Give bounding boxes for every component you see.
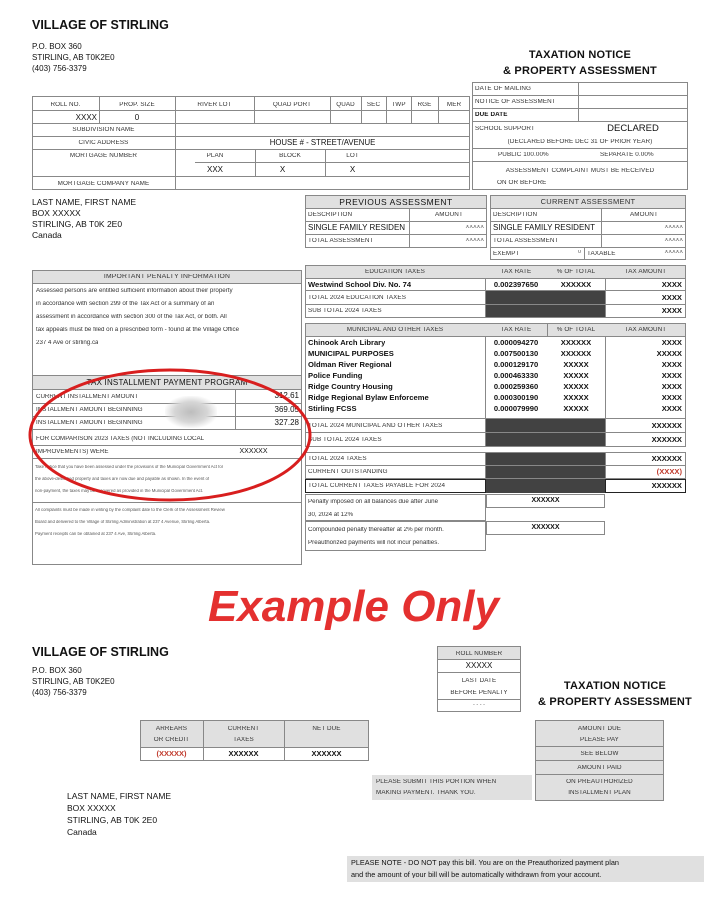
current-outstanding: (XXXX) (656, 468, 682, 476)
school-support-label: SCHOOL SUPPORT (475, 126, 535, 132)
municipal-row-name: Stirling FCSS (308, 405, 357, 413)
municipal-row-amount: XXXX (661, 394, 682, 402)
education-amount-label: TAX AMOUNT (624, 269, 667, 275)
municipal-row-amount: XXXX (661, 405, 682, 413)
penalty-info-line2: in accordance with section 299 of the Tax Act or a summary of an (36, 301, 215, 307)
municipal-row-pct: XXXXX (563, 383, 589, 391)
plan-label: PLAN (206, 153, 224, 159)
village-city: STIRLING, AB T0K2E0 (32, 53, 115, 62)
tipp-row3-label: INSTALLMENT AMOUNT BEGINNING (36, 420, 143, 426)
taxes-payable-label: TOTAL CURRENT TAXES PAYABLE FOR 2024 (308, 483, 446, 489)
tipp-fine-line2: the above-described property and taxes are now due and payable as shown. In the event of (35, 477, 210, 481)
comparison-value: XXXXXX (239, 448, 268, 455)
stub-before-penalty-label: BEFORE PENALTY (450, 690, 508, 696)
twp-label: TWP (391, 102, 406, 108)
quad-label: QUAD (336, 102, 355, 108)
stub-net-due-label: NET DUE (312, 726, 341, 732)
municipal-total: XXXXXX (651, 422, 682, 430)
table-row (305, 404, 686, 415)
declared-value: DECLARED (607, 124, 659, 134)
stub-amount-paid-label: AMOUNT PAID (577, 765, 622, 771)
previous-description: SINGLE FAMILY RESIDEN (308, 224, 406, 232)
stub-owner-name: LAST NAME, FIRST NAME (67, 791, 172, 801)
declared-before-note: (DECLARED BEFORE DEC 31 OF PRIOR YEAR) (507, 139, 653, 145)
lot-label: LOT (346, 153, 359, 159)
table-row (305, 371, 686, 382)
exempt-label: EXEMPT (493, 251, 520, 257)
stub-arrears-label: ARREARS (155, 726, 188, 732)
stub-preauth-line2: INSTALLMENT PLAN (568, 790, 631, 796)
prop-size-label: PROP. SIZE (119, 102, 155, 108)
complaints-line2: Board and delivered to the Village of Stirling Administration at 237 4 Avenue, Stirling Alberta. (35, 520, 211, 524)
education-sub-label: SUB TOTAL 2024 TAXES (308, 308, 382, 314)
civic-address-value: HOUSE # - STREET/AVENUE (269, 139, 376, 147)
municipal-row-amount: XXXX (661, 372, 682, 380)
table-row (305, 338, 686, 349)
taxable-label: TAXABLE (587, 251, 616, 257)
taxes-payable: XXXXXX (651, 482, 682, 490)
tipp-row3-value: 327.28 (274, 419, 299, 427)
education-amount: XXXX (661, 281, 682, 289)
stub-owner-box: BOX XXXXX (67, 803, 116, 813)
penalty1-line2: 30, 2024 at 12% (308, 512, 354, 518)
complaint-note: ASSESSMENT COMPLAINT MUST BE RECEIVED (505, 168, 655, 174)
municipal-row-rate: 0.000129170 (493, 361, 539, 369)
education-total: XXXX (661, 294, 682, 302)
civic-address-label: CIVIC ADDRESS (78, 140, 129, 146)
stub-see-below: SEE BELOW (580, 751, 619, 757)
municipal-row-name: MUNICIPAL PURPOSES (308, 350, 394, 358)
current-total-label: TOTAL ASSESSMENT (493, 238, 559, 244)
stub-net-due-value: XXXXXX (311, 750, 342, 758)
stub-submit-line2: MAKING PAYMENT. THANK YOU. (376, 790, 476, 796)
river-lot-label: RIVER LOT (197, 102, 232, 108)
stub-submit-line1: PLEASE SUBMIT THIS PORTION WHEN (376, 779, 497, 785)
current-assessment-title: CURRENT ASSESSMENT (540, 198, 636, 206)
notice-title: TAXATION NOTICE (528, 50, 632, 61)
penalty1-value: XXXXXX (531, 497, 560, 504)
municipal-sub-label: SUB TOTAL 2024 TAXES (308, 437, 382, 443)
lot-value: X (349, 166, 356, 174)
stub-current-value: XXXXXX (228, 750, 259, 758)
education-sub: XXXX (661, 307, 682, 315)
penalty-box-2 (305, 521, 486, 551)
tipp-fine-line1: Take notice that you have been assessed under the provisions of the Municipal Government Act for (35, 465, 224, 469)
complaints-line1: All complaints must be made in writing by the complaint date to the Clerk of the Assessment Review (35, 508, 225, 512)
public-percent: PUBLIC 100.00% (498, 152, 549, 158)
preauth-note-line2: and the amount of your bill will be automatically withdrawn from your account. (351, 871, 602, 879)
comparison-line2: IMPROVEMENTS) WERE (36, 449, 109, 455)
po-box: P.O. BOX 360 (32, 42, 82, 51)
stub-village-name: VILLAGE OF STIRLING (32, 646, 169, 659)
education-total-label: TOTAL 2024 EDUCATION TAXES (308, 295, 407, 301)
previous-amount: XXXXX (465, 225, 484, 230)
current-description: SINGLE FAMILY RESIDENT (493, 224, 595, 232)
table-row (305, 393, 686, 404)
stub-subtitle: & PROPERTY ASSESSMENT (538, 697, 692, 708)
notice-subtitle: & PROPERTY ASSESSMENT (503, 66, 657, 77)
date-of-mailing-label: DATE OF MAILING (475, 86, 531, 92)
municipal-row-rate: 0.007500130 (493, 350, 539, 358)
penalty-info-line3: assessment in accordance with section 300 of the Tax Act, or both. All (36, 314, 227, 320)
preauth-note-line1: PLEASE NOTE - DO NOT pay this bill. You are on the Preauthorized payment plan (351, 859, 619, 867)
total-taxes: XXXXXX (651, 455, 682, 463)
village-name: VILLAGE OF STIRLING (32, 19, 169, 32)
block-value: X (279, 166, 286, 174)
municipal-row-name: Ridge Country Housing (308, 383, 393, 391)
municipal-row-rate: 0.000463330 (493, 372, 539, 380)
stub-owner-city: STIRLING, AB T0K 2E0 (67, 815, 158, 825)
tipp-row2-label: INSTALLMENT AMOUNT BEGINNING (36, 407, 143, 413)
rge-label: RGE (417, 102, 432, 108)
municipal-sub: XXXXXX (651, 436, 682, 444)
tipp-title: TAX INSTALLMENT PAYMENT PROGRAM (86, 379, 248, 387)
previous-amount-label: AMOUNT (435, 212, 463, 218)
education-header: EDUCATION TAXES (365, 269, 425, 275)
stub-title: TAXATION NOTICE (563, 681, 667, 692)
stub-arrears-value: (XXXXX) (156, 750, 187, 758)
municipal-row-pct: XXXXX (563, 372, 589, 380)
totals-redacted (486, 453, 605, 493)
municipal-row-name: Chinook Arch Library (308, 339, 386, 347)
municipal-row-rate: 0.000300190 (493, 394, 539, 402)
plan-value: XXX (206, 166, 223, 174)
owner-box: BOX XXXXX (32, 208, 81, 218)
stub-roll-label: ROLL NUMBER (455, 651, 503, 657)
stub-roll-value: XXXXX (465, 662, 493, 670)
education-name: Westwind School Div. No. 74 (308, 281, 412, 289)
municipal-row-pct: XXXXXX (560, 339, 592, 347)
complaints-line3: Payment receipts can be obtained at 237 4 Ave, Stirling Alberta. (35, 532, 157, 536)
tipp-row2-value: 369.05 (274, 406, 299, 414)
municipal-row-amount: XXXXX (656, 350, 682, 358)
stub-please-pay-label: PLEASE PAY (580, 737, 619, 743)
stub-taxes-label: TAXES (233, 737, 254, 743)
stub-po-box: P.O. BOX 360 (32, 666, 82, 675)
sec-label: SEC (366, 102, 381, 108)
roll-no-value: XXXX (75, 114, 97, 122)
municipal-row-pct: XXXXX (563, 361, 589, 369)
penalty1-line1: Penalty imposed on all balances due after June (308, 499, 439, 505)
education-pct-label: % OF TOTAL (556, 269, 596, 275)
municipal-row-pct: XXXXX (563, 394, 589, 402)
taxable-value: XXXXX (664, 250, 683, 255)
penalty-info-line5: 237 4 Ave or stirling.ca (36, 340, 99, 346)
penalty2-line1: Compounded penalty thereafter at 2% per month. (308, 527, 444, 533)
block-label: BLOCK (279, 153, 301, 159)
mortgage-company-label: MORTGAGE COMPANY NAME (57, 181, 150, 187)
owner-name: LAST NAME, FIRST NAME (32, 197, 137, 207)
table-row (305, 349, 686, 360)
notice-of-assessment-label: NOTICE OF ASSESSMENT (475, 99, 556, 105)
education-pct: XXXXXX (560, 281, 592, 289)
education-rate-label: TAX RATE (500, 269, 532, 275)
municipal-total-label: TOTAL 2024 MUNICIPAL AND OTHER TAXES (308, 423, 443, 429)
stub-last-date-value: - - - - (473, 703, 485, 708)
municipal-row-name: Police Funding (308, 372, 363, 380)
stub-owner-address (67, 790, 171, 838)
village-address (32, 41, 115, 74)
stub-preauth-line1: ON PREAUTHORIZED (566, 779, 633, 785)
owner-city: STIRLING, AB T0K 2E0 (32, 219, 123, 229)
municipal-row-name: Oldman River Regional (308, 361, 392, 369)
highlight-circle (20, 360, 320, 510)
separate-percent: SEPARATE 0.00% (600, 152, 654, 158)
municipal-row-amount: XXXX (661, 361, 682, 369)
municipal-row-pct: XXXXX (563, 405, 589, 413)
municipal-row-pct: XXXXXX (560, 350, 592, 358)
previous-description-label: DESCRIPTION (308, 212, 353, 218)
penalty2-value: XXXXXX (531, 524, 560, 531)
mortgage-number-label: MORTGAGE NUMBER (69, 153, 138, 159)
penalty-info-title: IMPORTANT PENALTY INFORMATION (103, 274, 231, 280)
owner-address (32, 197, 136, 241)
municipal-row-rate: 0.000259360 (493, 383, 539, 391)
quad-part-label: QUAD PORT (272, 102, 312, 108)
prop-size-value: 0 (134, 114, 140, 122)
education-rate: 0.002397650 (493, 281, 539, 289)
example-watermark: Example Only (207, 583, 499, 631)
stub-amount-due-label: AMOUNT DUE (577, 726, 622, 732)
table-row (305, 382, 686, 393)
tipp-row1-label: CURRENT INSTALLMENT AMOUNT (36, 394, 139, 400)
municipal-rate-label: TAX RATE (500, 327, 532, 333)
municipal-row-amount: XXXX (661, 383, 682, 391)
penalty-info-line1: Assessed persons are entitled sufficient information about their property (36, 288, 233, 294)
tipp-fine-line3: non-payment, the taxes may be recovered as provided in the Municipal Government Act. (35, 489, 204, 493)
current-outstanding-label: CURRENT OUTSTANDING (308, 469, 388, 475)
previous-total: XXXXX (465, 238, 484, 243)
total-taxes-label: TOTAL 2024 TAXES (308, 456, 367, 462)
complaint-on-or-before: ON OR BEFORE (497, 180, 547, 186)
tipp-row1-value: 312.61 (274, 392, 299, 400)
municipal-header: MUNICIPAL AND OTHER TAXES (346, 327, 444, 333)
stub-city: STIRLING, AB T0K2E0 (32, 677, 115, 686)
municipal-amount-label: TAX AMOUNT (624, 327, 667, 333)
current-amount: XXXXX (664, 225, 683, 230)
stub-owner-country: Canada (67, 827, 97, 837)
municipal-pct-label: % OF TOTAL (556, 327, 596, 333)
penalty2-line2: Preauthorized payments will not incur penalties. (308, 540, 440, 546)
municipal-row-amount: XXXX (661, 339, 682, 347)
owner-country: Canada (32, 230, 62, 240)
previous-assessment-title: PREVIOUS ASSESSMENT (339, 198, 453, 207)
roll-no-label: ROLL NO. (50, 102, 81, 108)
current-total: XXXXX (664, 238, 683, 243)
table-row (305, 360, 686, 371)
stub-last-date-label: LAST DATE (461, 678, 497, 684)
municipal-row-rate: 0.000094270 (493, 339, 539, 347)
current-amount-label: AMOUNT (630, 212, 658, 218)
mer-label: MER (446, 102, 462, 108)
due-date-label: DUE DATE (475, 112, 508, 118)
stub-phone: (403) 756-3379 (32, 688, 87, 697)
comparison-line1: FOR COMPARISON 2023 TAXES (NOT INCLUDING LOCAL (36, 436, 205, 442)
stub-credit-label: OR CREDIT (153, 737, 190, 743)
subdivision-label: SUBDIVISION NAME (72, 127, 135, 133)
stub-village-address (32, 665, 115, 698)
village-phone: (403) 756-3379 (32, 64, 87, 73)
current-description-label: DESCRIPTION (493, 212, 538, 218)
stub-current-label: CURRENT (227, 726, 260, 732)
exempt-value: 0 (577, 250, 581, 255)
municipal-row-rate: 0.000079990 (493, 405, 539, 413)
municipal-row-name: Ridge Regional Bylaw Enforceme (308, 394, 429, 402)
penalty-info-line4: tax appeals must be filed on a prescribed form - found at the Village Office (36, 327, 240, 333)
previous-total-label: TOTAL ASSESSMENT (308, 238, 374, 244)
